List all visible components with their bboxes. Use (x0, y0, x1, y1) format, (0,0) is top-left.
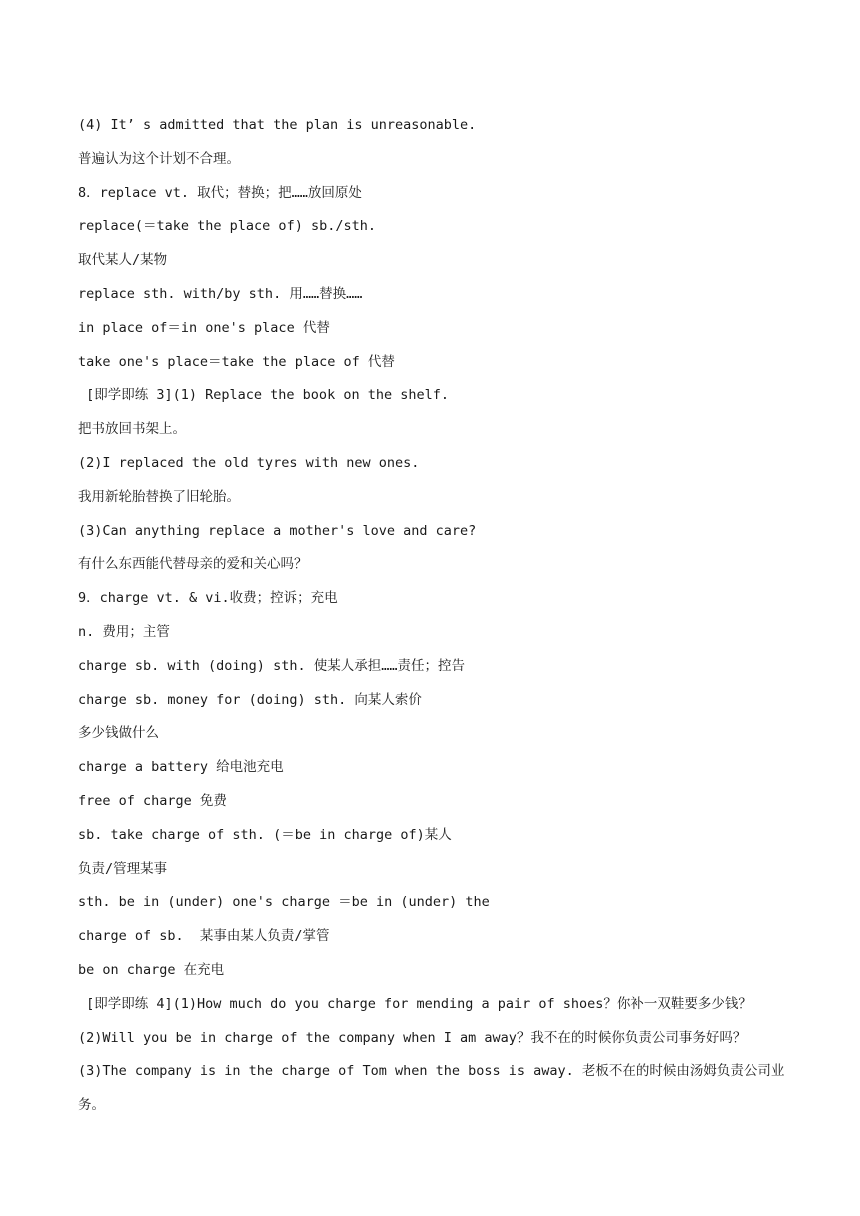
example-translation: 普遍认为这个计划不合理。 (78, 150, 240, 167)
usage-line: charge sb. with (doing) sth. 使某人承担……责任；控告 (78, 657, 465, 674)
exercise-4-item-1: [即学即练 4](1)How much do you charge for mending a pair of shoes？你补一双鞋要多少钱？ (78, 995, 752, 1012)
example-sentence: (4) It’ s admitted that the plan is unreasonable. (78, 117, 477, 133)
document-body (78, 109, 788, 1123)
exercise-3-item-1: [即学即练 3](1) Replace the book on the shelf. (78, 387, 449, 404)
usage-translation: 负责/管理某事 (78, 860, 168, 877)
usage-line: charge of sb. 某事由某人负责/掌管 (78, 928, 330, 945)
exercise-translation: 把书放回书架上。 (78, 421, 186, 438)
usage-line: charge a battery 给电池充电 (78, 759, 284, 776)
exercise-3-item-3: (3)Can anything replace a mother's love and care? (78, 522, 477, 539)
vocab-heading-charge: 9．charge vt. & vi.收费；控诉；充电 (78, 590, 338, 607)
usage-line: sth. be in (under) one's charge ＝be in (under) the (78, 894, 490, 911)
exercise-4-item-3: (3)The company is in the charge of Tom when the boss is away. 老板不在的时候由汤姆负责公司业 (78, 1063, 785, 1080)
usage-line: in place of＝in one's place 代替 (78, 319, 330, 336)
exercise-4-item-2: (2)Will you be in charge of the company when I am away？我不在的时候你负责公司事务好吗？ (78, 1029, 747, 1046)
usage-translation: 多少钱做什么 (78, 725, 159, 742)
usage-line: take one's place＝take the place of 代替 (78, 353, 395, 370)
exercise-3-item-2: (2)I replaced the old tyres with new ones. (78, 454, 420, 471)
exercise-4-item-3-continued: 务。 (78, 1097, 105, 1114)
exercise-translation: 有什么东西能代替母亲的爱和关心吗？ (78, 556, 308, 573)
usage-line: charge sb. money for (doing) sth. 向某人索价 (78, 691, 422, 708)
usage-line: free of charge 免费 (78, 792, 227, 809)
usage-line: be on charge 在充电 (78, 961, 225, 978)
vocab-heading-replace: 8．replace vt. 取代；替换；把……放回原处 (78, 184, 362, 201)
usage-line: replace sth. with/by sth. 用……替换…… (78, 285, 363, 302)
usage-translation: 取代某人/某物 (78, 252, 168, 269)
exercise-translation: 我用新轮胎替换了旧轮胎。 (78, 488, 240, 505)
usage-line: n. 费用；主管 (78, 623, 170, 640)
usage-line: sb. take charge of sth. (＝be in charge of)某人 (78, 826, 452, 843)
usage-line: replace(＝take the place of) sb./sth. (78, 218, 376, 235)
